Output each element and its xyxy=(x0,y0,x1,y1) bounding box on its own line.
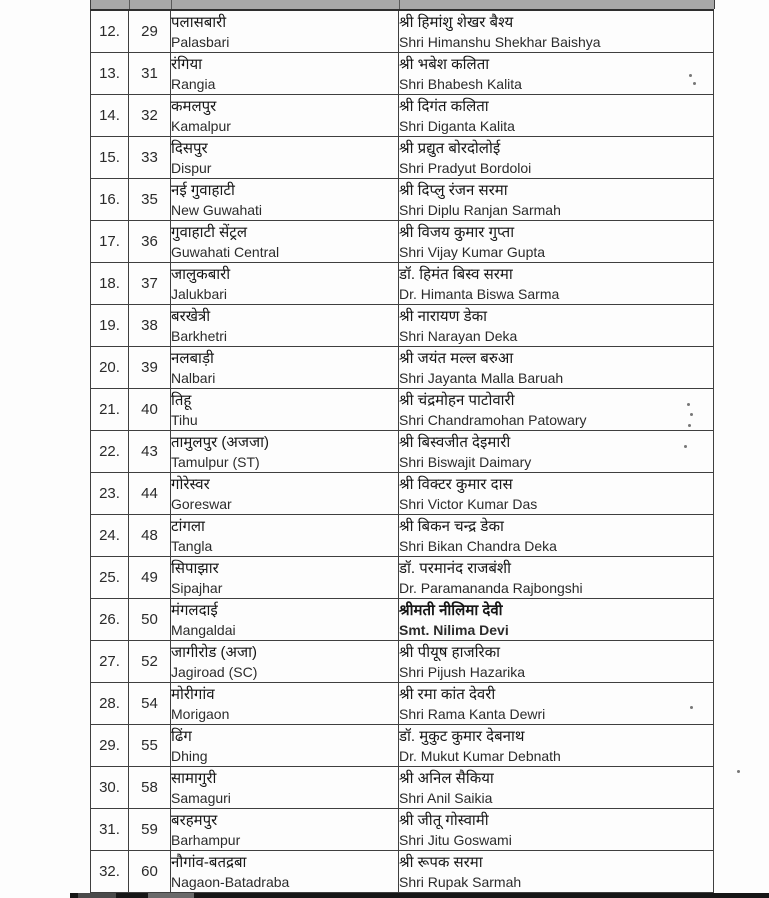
constituency-cell xyxy=(171,683,399,725)
constituency-number: 50 xyxy=(141,611,158,628)
serial-cell xyxy=(91,137,129,179)
constituency-number: 43 xyxy=(141,443,158,460)
constituency-number: 54 xyxy=(141,695,158,712)
scan-noise-dot xyxy=(690,706,693,709)
candidate-name-hindi: श्री विक्टर कुमार दास xyxy=(399,475,513,493)
serial-cell xyxy=(91,851,129,893)
constituency-cell xyxy=(171,263,399,305)
constituency-name-hindi: सामागुरी xyxy=(171,769,217,787)
constituency-cell xyxy=(171,725,399,767)
constituency-cell xyxy=(171,305,399,347)
constituency-name-english: Guwahati Central xyxy=(171,243,280,260)
candidate-name-hindi: श्री नारायण डेका xyxy=(399,307,488,325)
serial-number: 20. xyxy=(99,359,120,376)
candidate-name-hindi: श्री रमा कांत देवरी xyxy=(399,685,496,703)
column-divider-line xyxy=(129,0,130,9)
candidate-name-hindi: डॉ. हिमंत बिस्व सरमा xyxy=(399,265,513,283)
constituency-number: 59 xyxy=(141,821,158,838)
candidate-cell xyxy=(399,473,714,515)
serial-number: 31. xyxy=(99,821,120,838)
scan-noise-dot xyxy=(684,445,687,448)
constituency-name-english: Barhampur xyxy=(171,831,241,848)
constituency-name-hindi: जालुकबारी xyxy=(171,265,231,283)
table-row xyxy=(91,851,714,893)
serial-cell xyxy=(91,389,129,431)
table-row xyxy=(91,473,714,515)
serial-number: 24. xyxy=(99,527,120,544)
serial-cell xyxy=(91,767,129,809)
constituency-name-hindi: नलबाड़ी xyxy=(171,349,214,367)
constituency-cell xyxy=(171,95,399,137)
candidate-name-hindi: श्री प्रद्युत बोरदोलोई xyxy=(399,139,501,157)
serial-cell xyxy=(91,431,129,473)
candidate-cell xyxy=(399,389,714,431)
constituency-name-english: Nagaon-Batadraba xyxy=(171,873,290,890)
table-row xyxy=(91,515,714,557)
constituency-name-english: Tihu xyxy=(171,411,198,428)
serial-number: 15. xyxy=(99,149,120,166)
constituency-name-hindi: जागीरोड (अजा) xyxy=(171,643,258,661)
constituency-number: 39 xyxy=(141,359,158,376)
candidate-name-english: Shri Chandramohan Patowary xyxy=(399,411,587,428)
constituency-cell xyxy=(171,473,399,515)
constituency-name-english: Palasbari xyxy=(171,33,230,50)
constituency-number-cell xyxy=(129,473,171,515)
candidate-cell xyxy=(399,53,714,95)
constituency-number: 49 xyxy=(141,569,158,586)
constituency-cell xyxy=(171,53,399,95)
table-row xyxy=(91,767,714,809)
candidate-name-hindi: श्री बिकन चन्द्र डेका xyxy=(399,517,504,535)
table-row xyxy=(91,809,714,851)
candidate-cell xyxy=(399,263,714,305)
candidate-cell xyxy=(399,725,714,767)
candidate-name-english: Shri Diplu Ranjan Sarmah xyxy=(399,201,561,218)
table-row xyxy=(91,557,714,599)
constituency-number-cell xyxy=(129,263,171,305)
serial-cell xyxy=(91,305,129,347)
serial-number: 22. xyxy=(99,443,120,460)
constituency-number: 52 xyxy=(141,653,158,670)
constituency-number-cell xyxy=(129,641,171,683)
constituency-name-english: Jalukbari xyxy=(171,285,228,302)
constituency-number-cell xyxy=(129,221,171,263)
serial-number: 30. xyxy=(99,779,120,796)
constituency-name-english: Jagiroad (SC) xyxy=(171,663,258,680)
serial-number: 21. xyxy=(99,401,120,418)
constituency-name-hindi: मोरीगांव xyxy=(171,685,215,703)
constituency-number-cell xyxy=(129,851,171,893)
constituency-name-hindi: ढिंग xyxy=(171,727,192,745)
constituency-cell xyxy=(171,431,399,473)
candidate-name-english: Shri Diganta Kalita xyxy=(399,117,515,134)
candidate-cell xyxy=(399,179,714,221)
candidate-cell xyxy=(399,683,714,725)
serial-number: 17. xyxy=(99,233,120,250)
scan-noise-dot xyxy=(737,770,740,773)
serial-cell xyxy=(91,95,129,137)
serial-number: 25. xyxy=(99,569,120,586)
constituency-number: 55 xyxy=(141,737,158,754)
table-body xyxy=(91,10,714,893)
table-row xyxy=(91,263,714,305)
candidate-name-hindi: श्री भबेश कलिता xyxy=(399,55,490,73)
constituency-cell xyxy=(171,179,399,221)
serial-cell xyxy=(91,515,129,557)
candidate-name-english: Shri Biswajit Daimary xyxy=(399,453,532,470)
serial-number: 18. xyxy=(99,275,120,292)
serial-cell xyxy=(91,179,129,221)
candidate-name-english: Dr. Mukut Kumar Debnath xyxy=(399,747,561,764)
constituency-cell xyxy=(171,137,399,179)
serial-cell xyxy=(91,10,129,53)
constituency-name-english: Sipajhar xyxy=(171,579,223,596)
constituency-cell xyxy=(171,515,399,557)
constituency-name-hindi: पलासबारी xyxy=(171,13,227,31)
bottom-bar-gray-segment xyxy=(78,893,116,898)
candidate-cell xyxy=(399,557,714,599)
scan-noise-dot xyxy=(693,82,696,85)
serial-number: 13. xyxy=(99,65,120,82)
table-row xyxy=(91,10,714,53)
constituency-number-cell xyxy=(129,431,171,473)
serial-cell xyxy=(91,809,129,851)
constituency-name-hindi: गोरेस्वर xyxy=(171,475,210,493)
constituency-number-cell xyxy=(129,557,171,599)
table-row xyxy=(91,725,714,767)
table-row xyxy=(91,53,714,95)
candidate-name-english: Dr. Himanta Biswa Sarma xyxy=(399,285,560,302)
constituency-number-cell xyxy=(129,179,171,221)
candidate-name-hindi: श्री बिस्वजीत देइमारी xyxy=(399,433,511,451)
scan-noise-dot xyxy=(689,74,692,77)
candidate-name-hindi: डॉ. परमानंद राजबंशी xyxy=(399,559,512,577)
constituency-number: 38 xyxy=(141,317,158,334)
scan-noise-dot xyxy=(688,424,691,427)
serial-cell xyxy=(91,473,129,515)
candidate-name-english: Shri Bhabesh Kalita xyxy=(399,75,522,92)
table-row xyxy=(91,599,714,641)
candidate-name-english: Shri Narayan Deka xyxy=(399,327,518,344)
constituency-name-hindi: रंगिया xyxy=(171,55,203,73)
table-row xyxy=(91,389,714,431)
constituency-number-cell xyxy=(129,599,171,641)
constituency-name-hindi: तिहू xyxy=(171,391,192,409)
constituency-number: 40 xyxy=(141,401,158,418)
candidate-name-english: Shri Himanshu Shekhar Baishya xyxy=(399,33,601,50)
candidate-name-english: Shri Pradyut Bordoloi xyxy=(399,159,532,176)
table-row xyxy=(91,347,714,389)
constituency-cell xyxy=(171,641,399,683)
candidate-cell xyxy=(399,137,714,179)
constituency-name-english: Samaguri xyxy=(171,789,231,806)
candidate-name-english: Dr. Paramananda Rajbongshi xyxy=(399,579,583,596)
bottom-dark-bar xyxy=(70,893,769,898)
candidate-name-hindi: श्री अनिल सैकिया xyxy=(399,769,494,787)
constituency-number-cell xyxy=(129,515,171,557)
candidate-cell xyxy=(399,809,714,851)
candidate-name-hindi: श्री जयंत मल्ल बरुआ xyxy=(399,349,514,367)
candidate-name-english: Shri Bikan Chandra Deka xyxy=(399,537,557,554)
constituency-number-cell xyxy=(129,389,171,431)
constituency-name-english: Dispur xyxy=(171,159,212,176)
bottom-bar-gray-segment xyxy=(148,893,194,898)
serial-cell xyxy=(91,725,129,767)
candidate-cell xyxy=(399,515,714,557)
constituency-name-english: Dhing xyxy=(171,747,208,764)
candidate-name-hindi: श्रीमती नीलिमा देवी xyxy=(399,601,503,619)
table-row xyxy=(91,641,714,683)
serial-cell xyxy=(91,599,129,641)
table-header-cutoff-band xyxy=(90,0,715,9)
constituency-name-english: Kamalpur xyxy=(171,117,231,134)
candidate-cell xyxy=(399,767,714,809)
constituency-number: 48 xyxy=(141,527,158,544)
constituency-name-english: Goreswar xyxy=(171,495,232,512)
constituency-number: 58 xyxy=(141,779,158,796)
candidate-name-hindi: डॉ. मुकुट कुमार देबनाथ xyxy=(399,727,525,745)
constituency-name-english: Nalbari xyxy=(171,369,216,386)
candidate-table xyxy=(90,9,714,893)
serial-cell xyxy=(91,53,129,95)
constituency-name-hindi: दिसपुर xyxy=(171,139,208,157)
constituency-number-cell xyxy=(129,683,171,725)
serial-cell xyxy=(91,557,129,599)
table-row xyxy=(91,431,714,473)
candidate-name-english: Shri Jitu Goswami xyxy=(399,831,512,848)
constituency-number-cell xyxy=(129,347,171,389)
constituency-number: 60 xyxy=(141,863,158,880)
constituency-number-cell xyxy=(129,10,171,53)
constituency-number: 32 xyxy=(141,107,158,124)
table-row xyxy=(91,137,714,179)
constituency-name-english: New Guwahati xyxy=(171,201,263,218)
serial-cell xyxy=(91,683,129,725)
constituency-name-english: Rangia xyxy=(171,75,216,92)
constituency-name-english: Tangla xyxy=(171,537,213,554)
constituency-name-hindi: टांगला xyxy=(171,517,205,535)
candidate-name-hindi: श्री दिगंत कलिता xyxy=(399,97,489,115)
constituency-number-cell xyxy=(129,767,171,809)
constituency-number-cell xyxy=(129,305,171,347)
serial-number: 28. xyxy=(99,695,120,712)
candidate-name-english: Shri Anil Saikia xyxy=(399,789,493,806)
constituency-cell xyxy=(171,10,399,53)
candidate-cell xyxy=(399,10,714,53)
scan-noise-dot xyxy=(687,403,690,406)
constituency-name-hindi: बरखेत्री xyxy=(171,307,211,325)
constituency-cell xyxy=(171,557,399,599)
constituency-name-hindi: सिपाझार xyxy=(171,559,219,577)
constituency-name-hindi: नौगांव-बतद्रबा xyxy=(171,853,247,871)
candidate-cell xyxy=(399,95,714,137)
constituency-number: 36 xyxy=(141,233,158,250)
constituency-name-hindi: बरहमपुर xyxy=(171,811,218,829)
constituency-number: 37 xyxy=(141,275,158,292)
serial-cell xyxy=(91,221,129,263)
serial-cell xyxy=(91,263,129,305)
serial-number: 27. xyxy=(99,653,120,670)
candidate-cell xyxy=(399,347,714,389)
candidate-name-english: Shri Jayanta Malla Baruah xyxy=(399,369,564,386)
candidate-cell xyxy=(399,431,714,473)
candidate-name-hindi: श्री विजय कुमार गुप्ता xyxy=(399,223,515,241)
candidate-name-hindi: श्री जीतू गोस्वामी xyxy=(399,811,489,829)
serial-number: 12. xyxy=(99,23,120,40)
constituency-number-cell xyxy=(129,53,171,95)
candidate-name-hindi: श्री हिमांशु शेखर बैश्य xyxy=(399,13,514,31)
serial-number: 32. xyxy=(99,863,120,880)
candidate-name-english: Shri Victor Kumar Das xyxy=(399,495,538,512)
candidate-name-hindi: श्री दिप्लु रंजन सरमा xyxy=(399,181,508,199)
candidate-name-english: Shri Pijush Hazarika xyxy=(399,663,526,680)
constituency-cell xyxy=(171,851,399,893)
constituency-name-english: Tamulpur (ST) xyxy=(171,453,260,470)
serial-number: 23. xyxy=(99,485,120,502)
column-divider-line xyxy=(399,0,400,9)
serial-cell xyxy=(91,641,129,683)
candidate-cell xyxy=(399,305,714,347)
constituency-cell xyxy=(171,221,399,263)
serial-number: 19. xyxy=(99,317,120,334)
constituency-name-hindi: नई गुवाहाटी xyxy=(171,181,235,199)
constituency-name-english: Mangaldai xyxy=(171,621,236,638)
constituency-cell xyxy=(171,599,399,641)
candidate-name-hindi: श्री चंद्रमोहन पाटोवारी xyxy=(399,391,515,409)
constituency-number: 31 xyxy=(141,65,158,82)
constituency-name-hindi: कमलपुर xyxy=(171,97,217,115)
constituency-number: 44 xyxy=(141,485,158,502)
constituency-number: 33 xyxy=(141,149,158,166)
serial-number: 29. xyxy=(99,737,120,754)
candidate-name-hindi: श्री पीयूष हाजरिका xyxy=(399,643,501,661)
constituency-number-cell xyxy=(129,95,171,137)
candidate-cell xyxy=(399,851,714,893)
serial-number: 26. xyxy=(99,611,120,628)
constituency-cell xyxy=(171,767,399,809)
constituency-number: 29 xyxy=(141,23,158,40)
candidate-name-english: Shri Rama Kanta Dewri xyxy=(399,705,546,722)
constituency-name-english: Barkhetri xyxy=(171,327,228,344)
candidate-name-english: Shri Vijay Kumar Gupta xyxy=(399,243,546,260)
constituency-name-hindi: मंगलदाई xyxy=(171,601,218,619)
serial-number: 14. xyxy=(99,107,120,124)
serial-number: 16. xyxy=(99,191,120,208)
constituency-cell xyxy=(171,347,399,389)
table-row xyxy=(91,221,714,263)
constituency-number: 35 xyxy=(141,191,158,208)
candidate-cell xyxy=(399,221,714,263)
constituency-name-hindi: गुवाहाटी सेंट्रल xyxy=(171,223,248,241)
candidate-name-english: Smt. Nilima Devi xyxy=(399,621,509,638)
candidate-name-english: Shri Rupak Sarmah xyxy=(399,873,522,890)
table-row xyxy=(91,95,714,137)
table-row xyxy=(91,179,714,221)
candidate-cell xyxy=(399,599,714,641)
candidate-name-hindi: श्री रूपक सरमा xyxy=(399,853,483,871)
scan-noise-dot xyxy=(690,413,693,416)
constituency-name-hindi: तामुलपुर (अजजा) xyxy=(171,433,269,451)
constituency-number-cell xyxy=(129,809,171,851)
candidate-cell xyxy=(399,641,714,683)
constituency-number-cell xyxy=(129,725,171,767)
constituency-number-cell xyxy=(129,137,171,179)
constituency-cell xyxy=(171,809,399,851)
constituency-cell xyxy=(171,389,399,431)
table-row xyxy=(91,683,714,725)
constituency-name-english: Morigaon xyxy=(171,705,230,722)
serial-cell xyxy=(91,347,129,389)
column-divider-line xyxy=(171,0,172,9)
table-row xyxy=(91,305,714,347)
